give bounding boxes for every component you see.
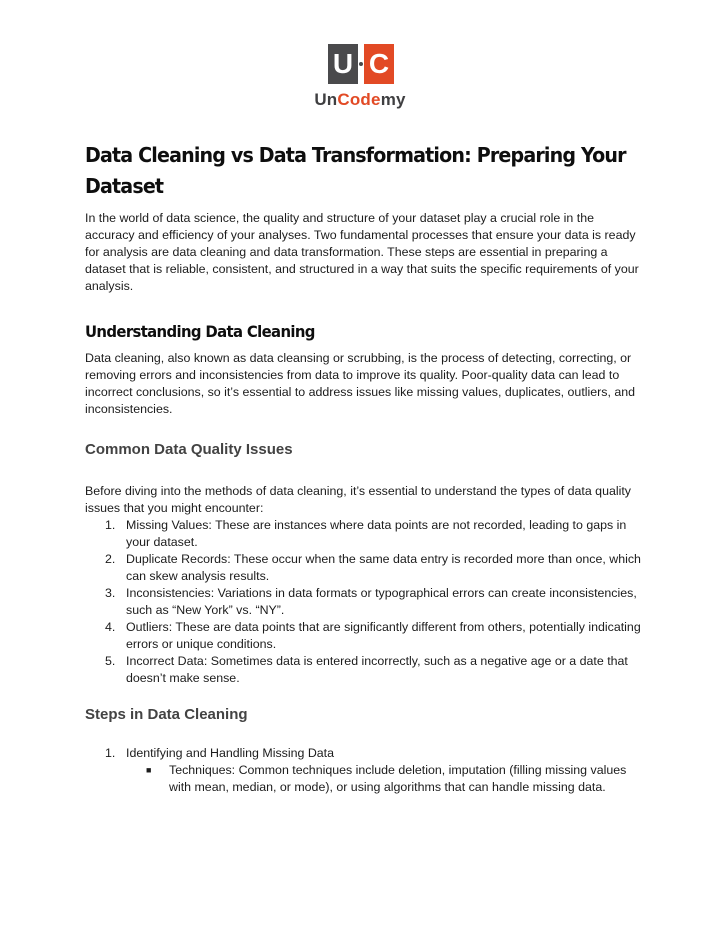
- list-item-text: Inconsistencies: Variations in data formats or typographical errors can create inconsistencies, such as “New York” vs. “NY”.: [126, 586, 637, 617]
- list-number: 4.: [105, 620, 116, 634]
- section-heading-issues: Common Data Quality Issues: [85, 441, 293, 458]
- sub-list: [126, 762, 645, 796]
- logo-tile-c: C: [364, 44, 394, 84]
- list-item-text: Identifying and Handling Missing Data: [126, 746, 335, 760]
- list-item: [85, 619, 645, 653]
- square-bullet-icon: ■: [146, 765, 152, 775]
- list-number: 5.: [105, 654, 116, 668]
- logo-tiles: [328, 44, 394, 84]
- steps-list: [85, 745, 645, 796]
- cleaning-paragraph: Data cleaning, also known as data cleansing or scrubbing, is the process of detecting, correcting, or removing errors and inconsistencies from data to improve its quality. Poor-quality data can lead to incorrect conclusions, so it’s essential to address issues like missing values, duplicates, outliers, and inconsistencies.: [85, 351, 636, 416]
- sub-list-item: [126, 762, 645, 796]
- list-number: 3.: [105, 586, 116, 600]
- list-item: [85, 551, 645, 585]
- list-item: [85, 517, 645, 551]
- sub-list-item-text: Techniques: Common techniques include deletion, imputation (filling missing values with mean, median, or mode), or using algorithms that can handle missing data.: [169, 763, 627, 794]
- list-item-text: Missing Values: These are instances where data points are not recorded, leading to gaps in your dataset.: [126, 518, 627, 549]
- list-number: 1.: [105, 518, 116, 532]
- list-item-text: Incorrect Data: Sometimes data is entered incorrectly, such as a negative age or a date that doesn’t make sense.: [126, 654, 628, 685]
- page-title: Data Cleaning vs Data Transformation: Preparing Your Dataset: [85, 143, 626, 198]
- logo-word-un: Un: [314, 90, 338, 109]
- section-heading-steps: Steps in Data Cleaning: [85, 706, 248, 723]
- document-content: [85, 140, 645, 796]
- list-item: [85, 745, 645, 796]
- logo-wordmark: [306, 90, 414, 110]
- list-item-text: Duplicate Records: These occur when the same data entry is recorded more than once, which can skew analysis results.: [126, 552, 641, 583]
- uncodemy-logo: [306, 44, 414, 112]
- issues-lead-paragraph: Before diving into the methods of data cleaning, it’s essential to understand the types of data quality issues that you might encounter:: [85, 484, 631, 515]
- list-item: [85, 585, 645, 619]
- issues-list: [85, 517, 645, 687]
- list-number: 1.: [105, 746, 116, 760]
- logo-word-code: Code: [337, 90, 381, 109]
- list-item-text: Outliers: These are data points that are significantly different from others, potentially indicating errors or unique conditions.: [126, 620, 641, 651]
- logo-tile-u: U: [328, 44, 358, 84]
- list-number: 2.: [105, 552, 116, 566]
- section-heading-cleaning: Understanding Data Cleaning: [85, 322, 315, 341]
- logo-word-my: my: [380, 90, 406, 109]
- list-item: [85, 653, 645, 687]
- intro-paragraph: In the world of data science, the quality and structure of your dataset play a crucial role in the accuracy and efficiency of your analyses. Two fundamental processes that ensure your data is ready for analysis are data cleaning and data transformation. These steps are essential in preparing a dataset that is reliable, consistent, and structured in a way that suits the specific requirements of your analysis.: [85, 211, 639, 293]
